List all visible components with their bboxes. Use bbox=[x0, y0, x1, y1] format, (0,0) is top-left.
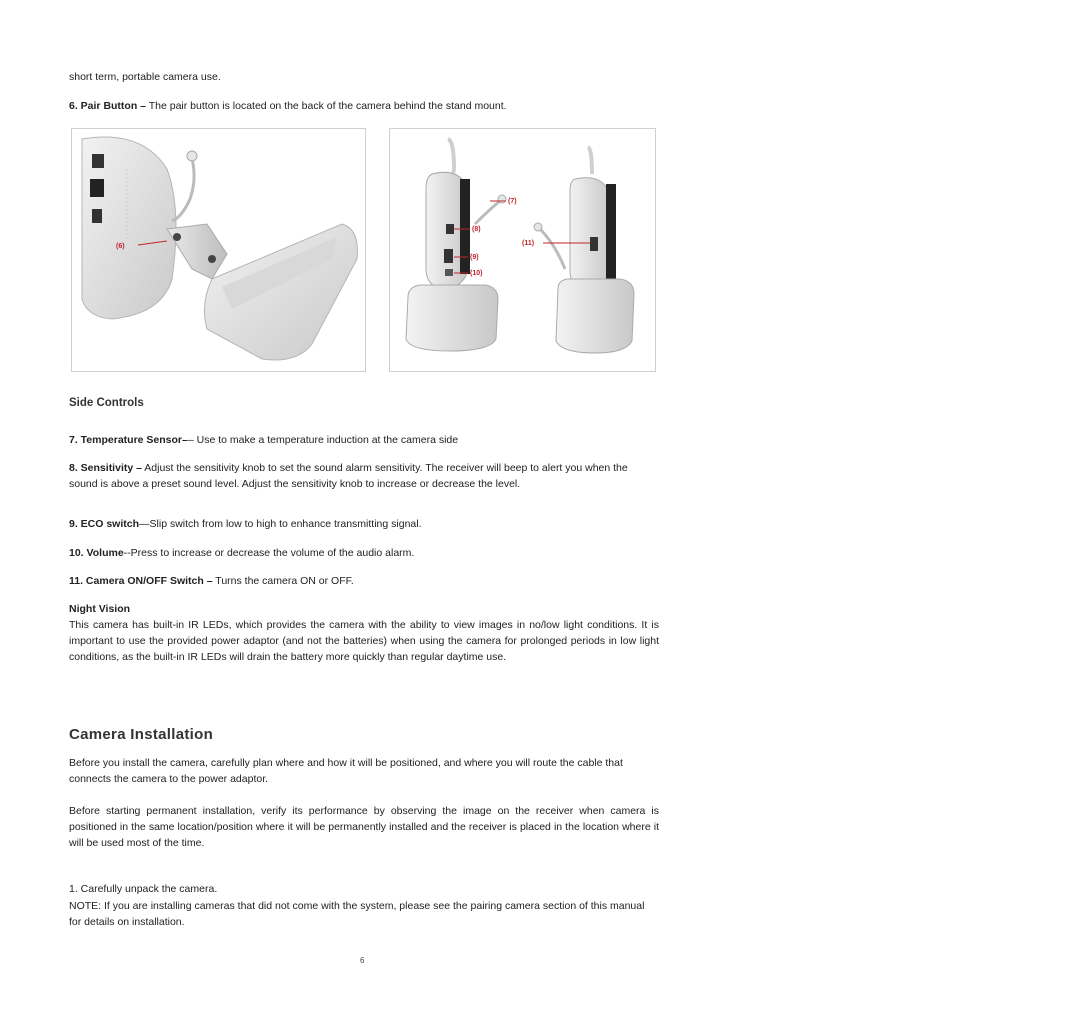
page-number: 6 bbox=[360, 956, 365, 965]
intro-text: short term, portable camera use. bbox=[69, 71, 221, 83]
pair-button-title: 6. Pair Button – bbox=[69, 100, 147, 112]
installation-paragraph-2: Before starting permanent installation, verify its performance by observing the image on the receiver when camera is positioned in the same location/position where it will be permanently installed and the receiver is placed in the location where it will be used most of the time. bbox=[69, 805, 659, 849]
item-7 bbox=[69, 432, 458, 448]
side-controls-heading: Side Controls bbox=[69, 397, 144, 409]
camera-side-figure bbox=[389, 128, 656, 372]
item-9-text: —Slip switch from low to high to enhance transmitting signal. bbox=[139, 518, 422, 530]
item-8 bbox=[69, 460, 659, 492]
label-9: (9) bbox=[470, 254, 479, 261]
item-8-title: 8. Sensitivity – bbox=[69, 462, 142, 474]
item-9 bbox=[69, 516, 422, 532]
label-11: (11) bbox=[522, 240, 535, 247]
camera-side-illustration bbox=[390, 129, 655, 371]
item-9-title: 9. ECO switch bbox=[69, 518, 140, 530]
item-11 bbox=[69, 573, 354, 589]
label-7: (7) bbox=[508, 198, 517, 205]
camera-back-figure bbox=[71, 128, 366, 372]
camera-installation-heading: Camera Installation bbox=[69, 726, 214, 743]
item-8-text: Adjust the sensitivity knob to set the sound alarm sensitivity. The receiver will beep to alert you when the sound is above a preset sound level. Adjust the sensitivity knob to increase or decrease the level. bbox=[69, 462, 628, 490]
item-10-text: --Press to increase or decrease the volume of the audio alarm. bbox=[123, 547, 415, 559]
night-vision-heading: Night Vision bbox=[69, 603, 131, 615]
installation-paragraph-1: Before you install the camera, carefully plan where and how it will be positioned, and where you will route the cable that connects the camera to the power adaptor. bbox=[69, 757, 623, 785]
pair-button-text: The pair button is located on the back of the camera behind the stand mount. bbox=[146, 100, 507, 112]
item-7-title: 7. Temperature Sensor– bbox=[69, 434, 188, 446]
installation-note: NOTE: If you are installing cameras that did not come with the system, please see the pairing camera section of this manual for details on installation. bbox=[69, 900, 645, 928]
label-6: (6) bbox=[116, 243, 125, 250]
item-7-text: – Use to make a temperature induction at the camera side bbox=[187, 434, 459, 446]
item-11-title: 11. Camera ON/OFF Switch – bbox=[69, 575, 213, 587]
label-8: (8) bbox=[472, 226, 481, 233]
camera-back-illustration bbox=[72, 129, 365, 371]
label-10: (10) bbox=[470, 270, 483, 277]
pair-button-paragraph bbox=[69, 98, 507, 114]
item-10-title: 10. Volume bbox=[69, 547, 124, 559]
item-11-text: Turns the camera ON or OFF. bbox=[212, 575, 354, 587]
item-10 bbox=[69, 545, 414, 561]
night-vision-text: This camera has built-in IR LEDs, which provides the camera with the ability to view images in no/low light conditions. It is important to use the provided power adaptor (and not the batteries) when using the camera for prolonged periods in low light conditions, as the built-in IR LEDs will drain the battery more quickly than regular daytime use. bbox=[69, 619, 659, 663]
installation-step-1: 1. Carefully unpack the camera. bbox=[69, 883, 218, 895]
